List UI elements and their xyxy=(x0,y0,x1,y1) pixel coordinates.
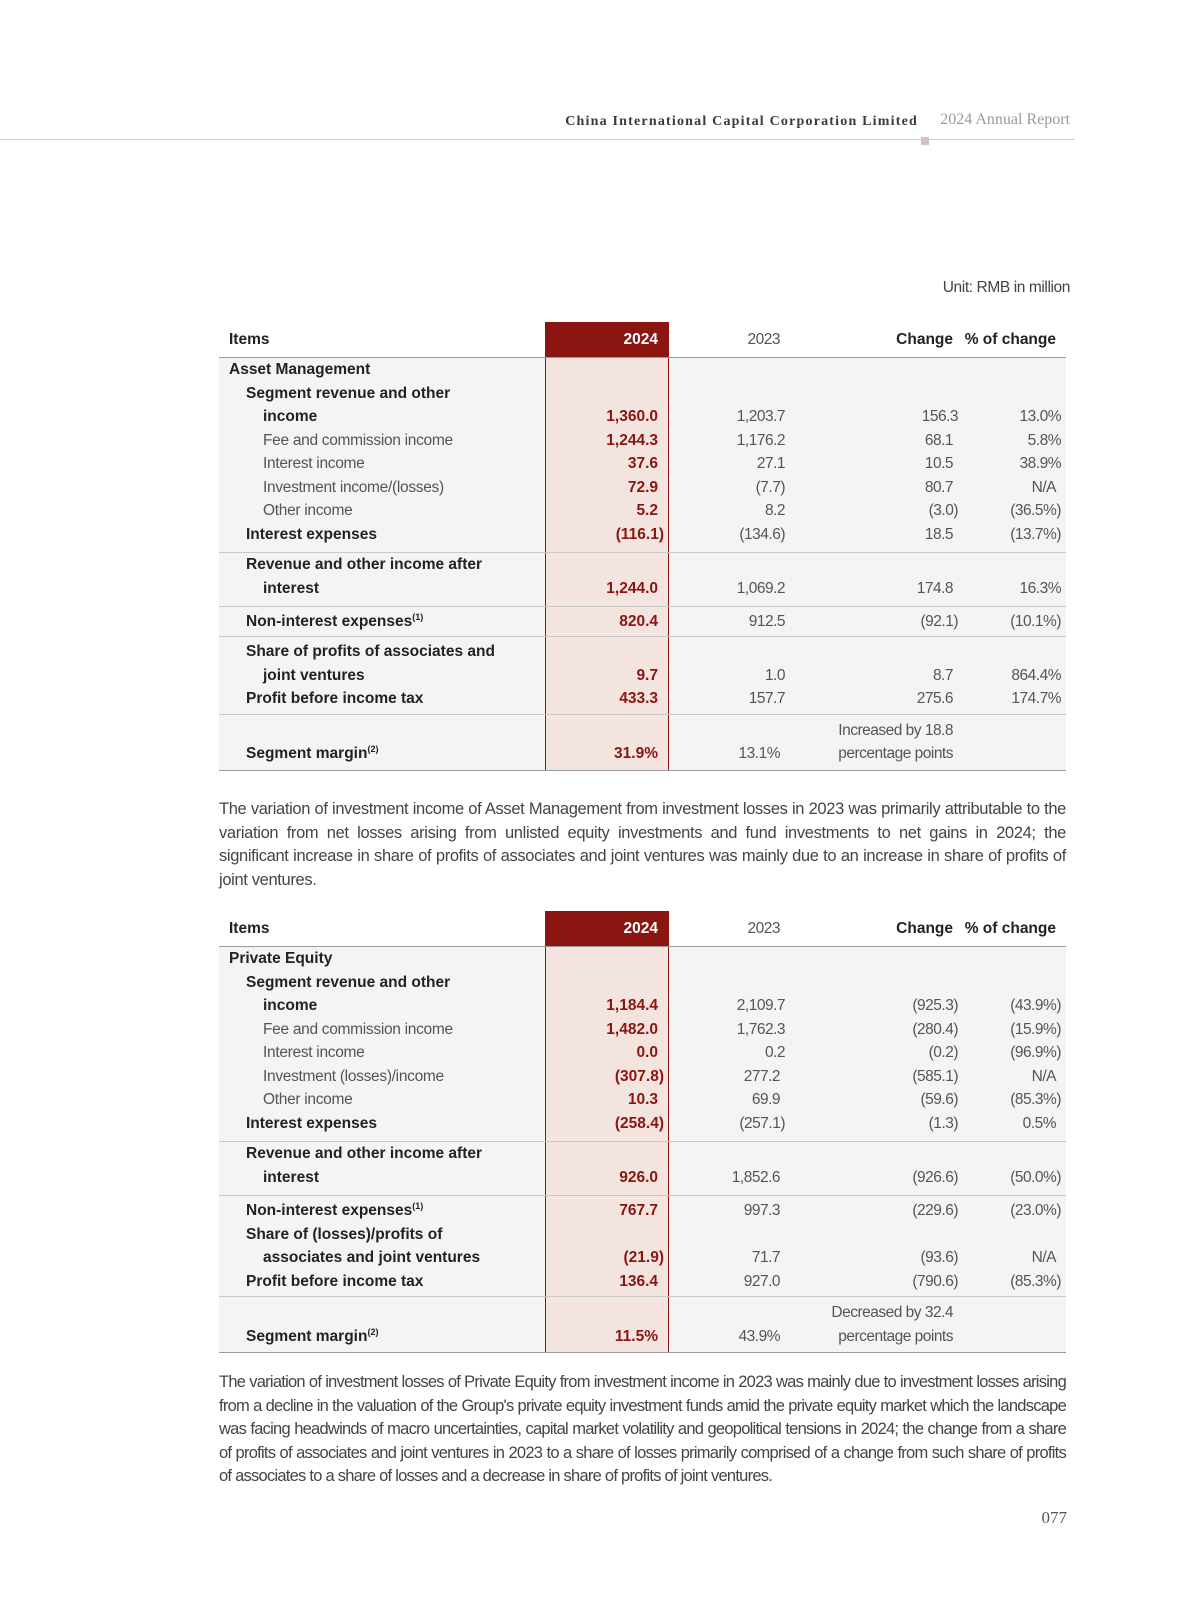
col-header-items: Items xyxy=(229,331,270,348)
table-row: Fee and commission income 1,244.3 1,176.2 68.1 5.8% xyxy=(263,431,1061,449)
row-group xyxy=(219,553,1066,607)
col-header-items: Items xyxy=(229,920,270,937)
table-row: Interest expenses (258.4) (257.1) (1.3) 0.5% xyxy=(246,1114,1056,1132)
running-header xyxy=(0,108,1075,142)
row-group-tail xyxy=(219,1199,1066,1297)
table-row: Investment income/(losses) 72.9 (7.7) 80.7 N/A xyxy=(263,478,1056,496)
table-row: Fee and commission income 1,482.0 1,762.3 (280.4) (15.9%) xyxy=(263,1020,1061,1038)
table-row: Decreased by 32.4 xyxy=(831,1304,953,1321)
table-row: Other income 5.2 8.2 (3.0) (36.5%) xyxy=(263,502,1061,519)
row-group xyxy=(219,1301,1066,1353)
table-body xyxy=(219,358,1066,771)
table-row: Investment (losses)/income (307.8) 277.2 (585.1) N/A xyxy=(263,1067,1056,1085)
table-row: Other income 10.3 69.9 (59.6) (85.3%) xyxy=(263,1091,1061,1108)
table-row: Non-interest expenses$^{(1)}$ 767.7 997.3 (229.6) (23.0%) xyxy=(246,1201,1061,1219)
header-marker-square xyxy=(921,137,929,145)
table-row: income 1,360.0 1,203.7 156.3 13.0% xyxy=(263,408,1061,425)
unit-label: Unit: RMB in million xyxy=(942,279,1070,296)
table-row: interest 1,244.0 1,069.2 174.8 16.3% xyxy=(263,579,1061,597)
col-header-2023: 2023 xyxy=(747,920,780,937)
table-row: joint ventures 9.7 1.0 8.7 864.4% xyxy=(263,666,1061,684)
table-row: Revenue and other income after xyxy=(246,556,483,573)
col-header-pct-change: % of change xyxy=(964,920,1056,937)
table-header-row xyxy=(219,911,1066,947)
table-row: Segment margin$^{(2)}$ 11.5% 43.9% percentage points xyxy=(246,1326,953,1345)
row-group xyxy=(219,947,1066,1142)
row-group xyxy=(219,719,1066,771)
col-header-2024: 2024 xyxy=(545,911,669,946)
table-row: Segment margin$^{(2)}$ 31.9% 13.1% percentage points xyxy=(246,744,953,762)
segment-title-row xyxy=(219,358,1066,382)
company-name: China International Capital Corporation Limited xyxy=(565,114,918,129)
col-header-change: Change xyxy=(896,331,953,348)
row-group xyxy=(219,1142,1066,1196)
header-rule xyxy=(0,139,1075,140)
table-row: Profit before income tax 433.3 157.7 275.6 174.7% xyxy=(246,690,1061,707)
col-header-2024: 2024 xyxy=(545,322,669,357)
table-header-row xyxy=(219,322,1066,358)
table-row: Profit before income tax 136.4 927.0 (790.6) (85.3%) xyxy=(246,1272,1061,1290)
row-group xyxy=(219,607,1066,637)
table-row: Interest expenses (116.1) (134.6) 18.5 (13.7%) xyxy=(246,525,1061,543)
segment-title: Private Equity xyxy=(229,950,333,967)
table-row: Share of (losses)/profits of xyxy=(246,1225,443,1243)
table-row: associates and joint ventures (21.9) 71.7 (93.6) N/A xyxy=(263,1249,1056,1266)
table-row: Segment revenue and other xyxy=(246,384,451,402)
table-row: Segment revenue and other xyxy=(246,973,451,991)
table-row: Increased by 18.8 xyxy=(838,721,953,739)
report-title: 2024 Annual Report xyxy=(940,111,1070,128)
col-header-pct-change: % of change xyxy=(964,331,1056,348)
table-row: Share of profits of associates and xyxy=(246,643,495,660)
table-row: Non-interest expenses$^{(1)}$ 820.4 912.5 (92.1) (10.1%) xyxy=(246,612,1061,630)
row-group xyxy=(219,640,1066,715)
private-equity-commentary: The variation of investment losses of Private Equity from investment income in 2023 was mainly due to investment losses arising from a decline in the valuation of the Group's private equity investment funds amid the private equity market which the landscape was facing headwinds of macro uncertainties, capital market volatility and geopolitical tensions in 2024; the change from a share of profits of associates and joint ventures in 2023 to a share of losses primarily comprised of a change from such share of profits of associates to a share of losses and a decrease in share of profits of joint ventures. xyxy=(219,1373,1066,1486)
col-header-change: Change xyxy=(896,920,953,937)
asset-management-commentary: The variation of investment income of Asset Management from investment losses in 2023 was primarily attributable to the variation from net losses arising from unlisted equity investments and fund investments to net gains in 2024; the significant increase in share of profits of associates and joint ventures was mainly due to an increase in share of profits of joint ventures. xyxy=(219,800,1066,889)
asset-management-table xyxy=(219,322,1066,771)
row-group xyxy=(219,358,1066,553)
table-row: income 1,184.4 2,109.7 (925.3) (43.9%) xyxy=(263,997,1061,1014)
page-number: 077 xyxy=(1041,1508,1067,1527)
col-header-2023: 2023 xyxy=(747,331,780,348)
segment-title-row xyxy=(219,947,1066,971)
table-row: Interest income 0.0 0.2 (0.2) (96.9%) xyxy=(263,1044,1061,1061)
private-equity-table xyxy=(219,911,1066,1353)
table-body xyxy=(219,947,1066,1353)
table-row: Interest income 37.6 27.1 10.5 38.9% xyxy=(263,455,1061,472)
table-row: Revenue and other income after xyxy=(246,1145,483,1162)
segment-title: Asset Management xyxy=(229,361,371,378)
table-row: interest 926.0 1,852.6 (926.6) (50.0%) xyxy=(263,1168,1061,1186)
